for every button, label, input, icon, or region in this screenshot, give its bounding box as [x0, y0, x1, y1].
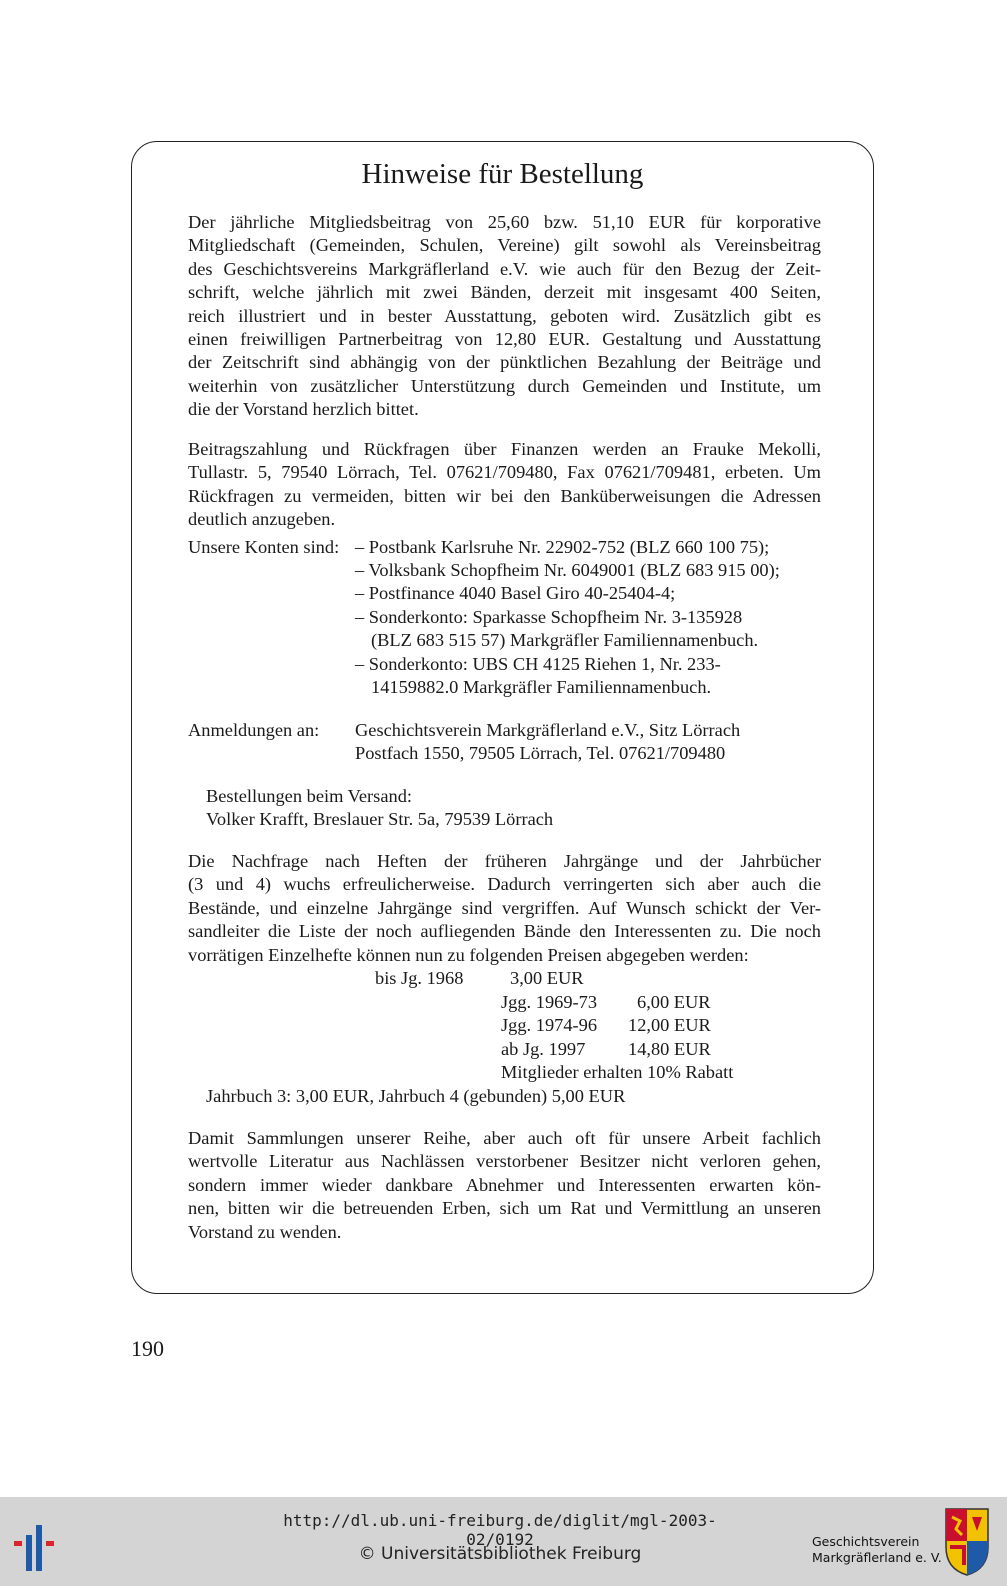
text-line: sondern immer wieder dankbare Abnehmer und Interessenten erwarten kön- — [188, 1174, 821, 1195]
university-library-logo-icon — [14, 1525, 62, 1576]
publisher-name-line: Geschichtsverein — [812, 1534, 920, 1549]
text-line: wertvolle Literatur aus Nachlässen verstorbener Besitzer nicht verloren gehen, — [188, 1151, 821, 1172]
text-line: (3 und 4) wuchs erfreulicherweise. Dadurch verringerten sich aber auch die — [188, 874, 821, 895]
shipping-address: Volker Krafft, Breslauer Str. 5a, 79539 Lörrach — [206, 809, 554, 829]
account-line: – Postbank Karlsruhe Nr. 22902-752 (BLZ 660 100 75); — [355, 537, 770, 557]
text-line: Die Nachfrage nach Heften der früheren Jahrgänge und der Jahrbücher — [188, 851, 821, 871]
footer-bar — [0, 1497, 1007, 1586]
account-line: – Sonderkonto: Sparkasse Schopfheim Nr. 3-135928 — [355, 607, 743, 627]
text-line: die der Vorstand herzlich bittet. — [188, 399, 419, 420]
coat-of-arms-icon — [944, 1507, 990, 1582]
price-value: 12,00 EUR — [628, 1015, 711, 1035]
shipping-heading: Bestellungen beim Versand: — [206, 786, 413, 806]
price-label: Jgg. 1974-96 — [501, 1015, 598, 1035]
copyright-notice: © Universitätsbibliothek Freiburg — [358, 1544, 642, 1564]
text-line: sandleiter die Liste der noch aufliegenden Bände den Interessenten zu. Die noch — [188, 921, 821, 942]
price-value: 3,00 EUR — [510, 968, 584, 988]
text-line: weiterhin von zusätzlicher Unterstützung durch Gemeinden und Institute, um — [188, 375, 821, 396]
price-value: 6,00 EUR — [637, 992, 711, 1012]
text-line: deutlich anzugeben. — [188, 509, 336, 530]
account-line: (BLZ 683 515 57) Markgräfler Familiennamenbuch. — [371, 630, 759, 650]
price-value: 14,80 EUR — [628, 1039, 711, 1059]
page-number: 190 — [131, 1336, 164, 1361]
page-title: Hinweise für Bestellung — [361, 158, 644, 190]
text-line: schrift, welche jährlich mit zwei Bänden, derzeit mit insgesamt 400 Seiten, — [188, 282, 821, 303]
text-line: des Geschichtsvereins Markgräflerland e.V. wie auch für den Bezug der Zeit- — [188, 258, 821, 279]
registration-address: Postfach 1550, 79505 Lörrach, Tel. 07621/709480 — [355, 743, 726, 763]
text-line: Tullastr. 5, 79540 Lörrach, Tel. 07621/709480, Fax 07621/709481, erbeten. Um — [188, 462, 821, 483]
price-label: ab Jg. 1997 — [501, 1039, 586, 1059]
publisher-name — [812, 1534, 942, 1566]
account-line: – Volksbank Schopfheim Nr. 6049001 (BLZ 683 915 00); — [355, 560, 780, 580]
payment-paragraph — [188, 438, 821, 532]
text-line: Mitgliedschaft (Gemeinden, Schulen, Vereine) gilt sowohl als Vereinsbeitrag — [188, 235, 821, 256]
text-line: Rückfragen zu vermeiden, bitten wir bei den Banküberweisungen die Adressen — [188, 485, 821, 506]
accounts-label: Unsere Konten sind: — [188, 537, 340, 557]
back-issues-paragraph — [188, 850, 821, 967]
text-line: der Zeitschrift sind abhängig von der pünktlichen Bezahlung der Beiträge und — [188, 352, 821, 373]
text-line: Vorstand zu wenden. — [188, 1221, 342, 1242]
text-line: vorrätigen Einzelhefte können nun zu folgenden Preisen abgegeben werden: — [188, 944, 749, 965]
text-line: Der jährliche Mitgliedsbeitrag von 25,60 bzw. 51,10 EUR für korporative — [188, 212, 821, 232]
registration-address: Geschichtsverein Markgräflerland e.V., Sitz Lörrach — [355, 720, 741, 740]
text-line: Bestände, und einzelne Jahrgänge sind vergriffen. Auf Wunsch schickt der Ver- — [188, 897, 821, 918]
price-label: Jgg. 1969-73 — [501, 992, 598, 1012]
account-line: – Postfinance 4040 Basel Giro 40-25404-4; — [355, 583, 676, 603]
yearbook-prices: Jahrbuch 3: 3,00 EUR, Jahrbuch 4 (gebunden) 5,00 EUR — [206, 1086, 626, 1106]
text-line: reich illustriert und in bester Ausstattung, geboten wird. Zusätzlich gibt es — [188, 305, 821, 326]
account-line: 14159882.0 Markgräfler Familiennamenbuch. — [371, 677, 712, 697]
text-line: Beitragszahlung und Rückfragen über Finanzen werden an Frauke Mekolli, — [188, 439, 821, 459]
estate-paragraph — [188, 1127, 821, 1244]
member-discount: Mitglieder erhalten 10% Rabatt — [501, 1062, 734, 1082]
source-url-link[interactable]: http://dl.ub.uni-freiburg.de/diglit/mgl-2003-02/0192 — [283, 1511, 717, 1549]
text-line: nen, bitten wir die betreuenden Erben, sich um Rat und Vermittlung an unseren — [188, 1198, 821, 1219]
text-line: einen freiwilligen Partnerbeitrag von 12,80 EUR. Gestaltung und Ausstattung — [188, 329, 821, 350]
price-label: bis Jg. 1968 — [375, 968, 464, 988]
publisher-name-line: Markgräflerland e. V. — [812, 1550, 942, 1565]
registration-label: Anmeldungen an: — [188, 720, 320, 740]
text-line: Damit Sammlungen unserer Reihe, aber auch oft für unsere Arbeit fachlich — [188, 1128, 821, 1148]
membership-paragraph — [188, 211, 821, 422]
account-line: – Sonderkonto: UBS CH 4125 Riehen 1, Nr. 233- — [355, 654, 721, 674]
